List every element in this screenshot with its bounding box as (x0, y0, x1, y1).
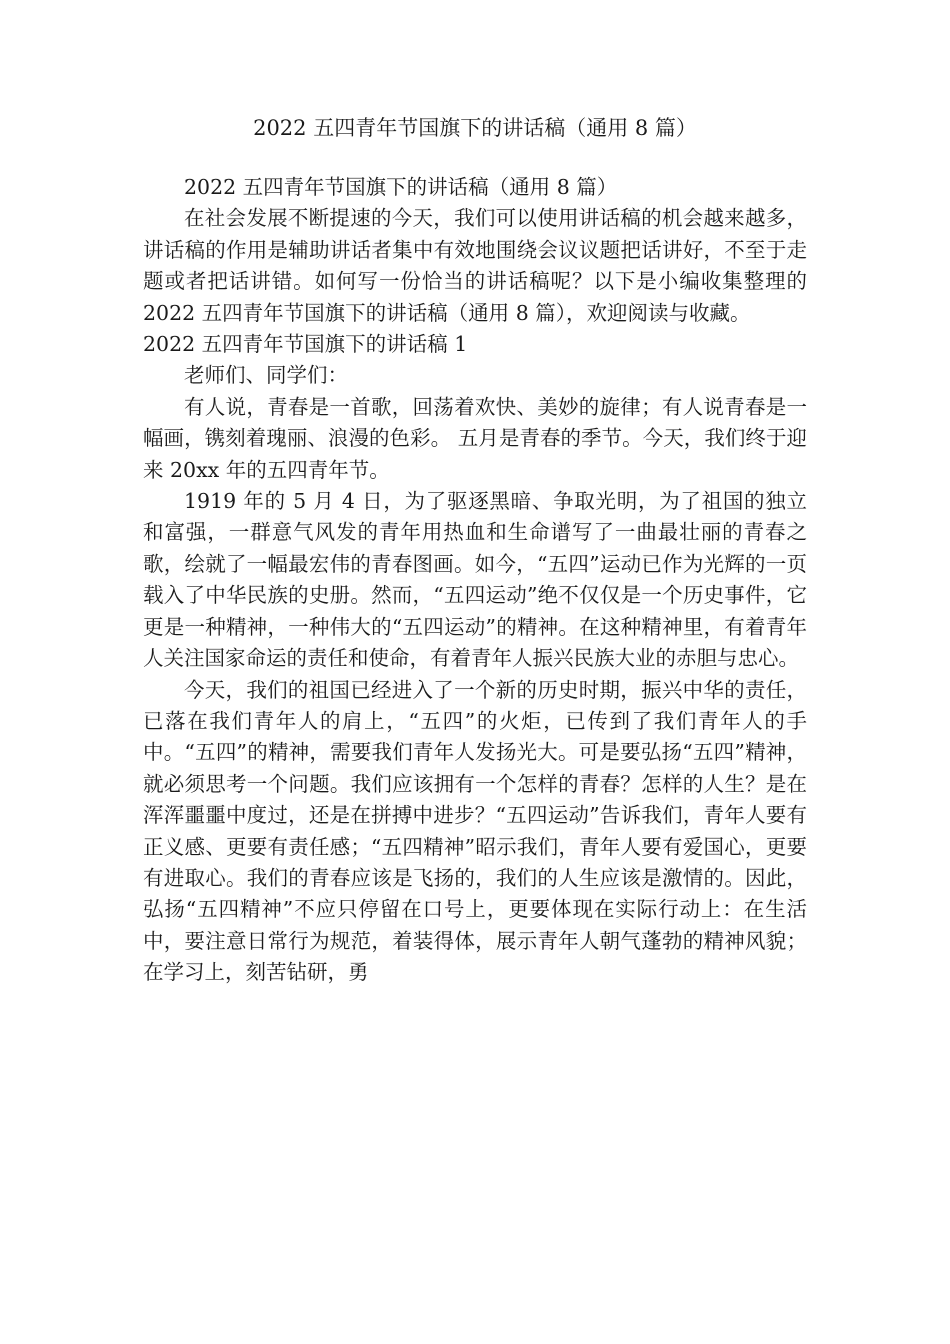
section-heading: 2022 五四青年节国旗下的讲话稿 1 (143, 332, 468, 357)
body-paragraph: 1919 年的 5 月 4 日，为了驱逐黑暗、争取光明，为了祖国的独立和富强，一群意气风发的青年用热血和生命谱写了一曲最壮丽的青春之歌，绘就了一幅最宏伟的青春图画。如今，“五四”运动已作为光辉的一页载入了中华民族的史册。然而，“五四运动”绝不仅仅是一个历史事件，它更是一种精神，一种伟大的“五四运动”的精神。在这种精神里，有着青年人关注国家命运的责任和使命，有着青年人振兴民族大业的赤胆与忠心。 (143, 489, 807, 671)
intro-paragraph: 在社会发展不断提速的今天，我们可以使用讲话稿的机会越来越多，讲话稿的作用是辅助讲话者集中有效地围绕会议议题把话讲好，不至于走题或者把话讲错。如何写一份恰当的讲话稿呢？以下是小编收集整理的2022 五四青年节国旗下的讲话稿（通用 8 篇），欢迎阅读与收藏。 (143, 206, 807, 325)
document-body (143, 172, 807, 989)
subtitle-paragraph: 2022 五四青年节国旗下的讲话稿（通用 8 篇） (184, 175, 618, 199)
salutation-paragraph: 老师们、同学们： (184, 363, 348, 388)
document-title: 2022 五四青年节国旗下的讲话稿（通用 8 篇） (253, 116, 697, 140)
body-paragraph: 有人说，青春是一首歌，回荡着欢快、美妙的旋律；有人说青春是一幅画，镌刻着瑰丽、浪漫的色彩。 五月是青春的季节。今天，我们终于迎来 20xx 年的五四青年节。 (143, 394, 807, 482)
body-paragraph: 今天，我们的祖国已经进入了一个新的历史时期，振兴中华的责任，已落在我们青年人的肩上，“五四”的火炬，已传到了我们青年人的手中。“五四”的精神，需要我们青年人发扬光大。可是要弘扬“五四”精神，就必须思考一个问题。我们应该拥有一个怎样的青春？怎样的人生？是在浑浑噩噩中度过，还是在拼搏中进步？“五四运动”告诉我们，青年人要有正义感、更要有责任感；“五四精神”昭示我们，青年人要有爱国心，更要有进取心。我们的青春应该是飞扬的，我们的人生应该是激情的。因此，弘扬“五四精神”不应只停留在口号上，更要体现在实际行动上：在生活中，要注意日常行为规范，着装得体，展示青年人朝气蓬勃的精神风貌；在学习上，刻苦钻研，勇 (143, 677, 807, 985)
